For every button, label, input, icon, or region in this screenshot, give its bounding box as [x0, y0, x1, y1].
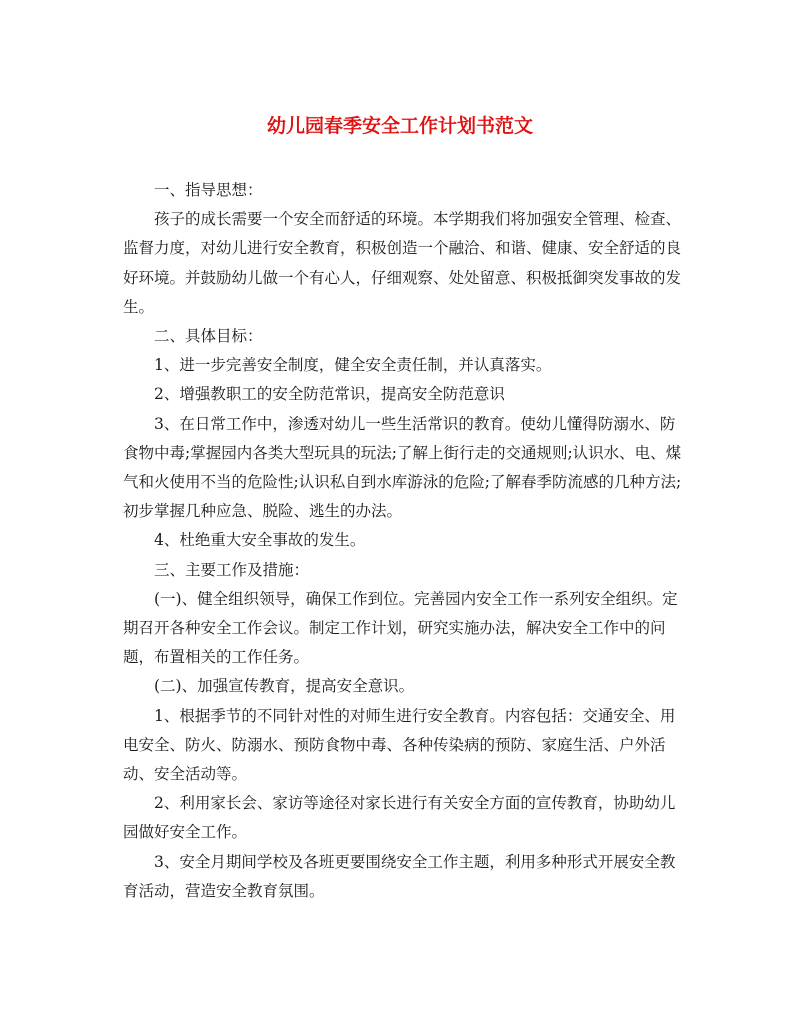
paragraph-guiding-ideology: 孩子的成长需要一个安全而舒适的环境。本学期我们将加强安全管理、检查、监督力度，对幼儿进行安全教育，积极创造一个融洽、和谐、健康、安全舒适的良好环境。并鼓励幼儿做一个有心人，仔细观察、处处留意、积极抵御突发事故的发生。: [123, 210, 682, 316]
document-title: 幼儿园春季安全工作计划书范文: [266, 115, 533, 137]
goal-item-4: 4、杜绝重大安全事故的发生。: [154, 531, 366, 550]
section-heading-specific-goals: 二、具体目标：: [154, 327, 263, 346]
section-heading-guiding-ideology: 一、指导思想：: [154, 181, 263, 199]
section-heading-main-work: 三、主要工作及措施：: [154, 560, 310, 579]
measure-subitem-2: 2、利用家长会、家访等途径对家长进行有关安全方面的宣传教育，协助幼儿园做好安全工作。: [123, 794, 676, 842]
document-body: [123, 176, 689, 906]
goal-item-2: 2、增强教职工的安全防范常识，提高安全防范意识: [154, 385, 505, 404]
goal-item-3: 3、在日常工作中，渗透对幼儿一些生活常识的教育。使幼儿懂得防溺水、防食物中毒;掌握园内各类大型玩具的玩法;了解上街行走的交通规则;认识水、电、煤气和火使用不当的危险性;认识私自到水库游泳的危险;了解春季防流感的几种方法;初步掌握几种应急、脱险、逃生的办法。: [123, 414, 682, 521]
measure-subitem-3: 3、安全月期间学校及各班更要围绕安全工作主题，利用多种形式开展安全教育活动，营造安全教育氛围。: [123, 852, 676, 900]
measure-item-1: (一)、健全组织领导，确保工作到位。完善园内安全工作一系列安全组织。定期召开各种安全工作会议。制定工作计划，研究实施办法，解决安全工作中的问题，布置相关的工作任务。: [123, 589, 678, 667]
goal-item-1: 1、进一步完善安全制度，健全安全责任制，并认真落实。: [154, 356, 552, 375]
measure-subitem-1: 1、根据季节的不同针对性的对师生进行安全教育。内容包括：交通安全、用电安全、防火、防溺水、预防食物中毒、各种传染病的预防、家庭生活、户外活动、安全活动等。: [123, 706, 676, 784]
measure-item-2: (二)、加强宣传教育，提高安全意识。: [154, 677, 415, 696]
